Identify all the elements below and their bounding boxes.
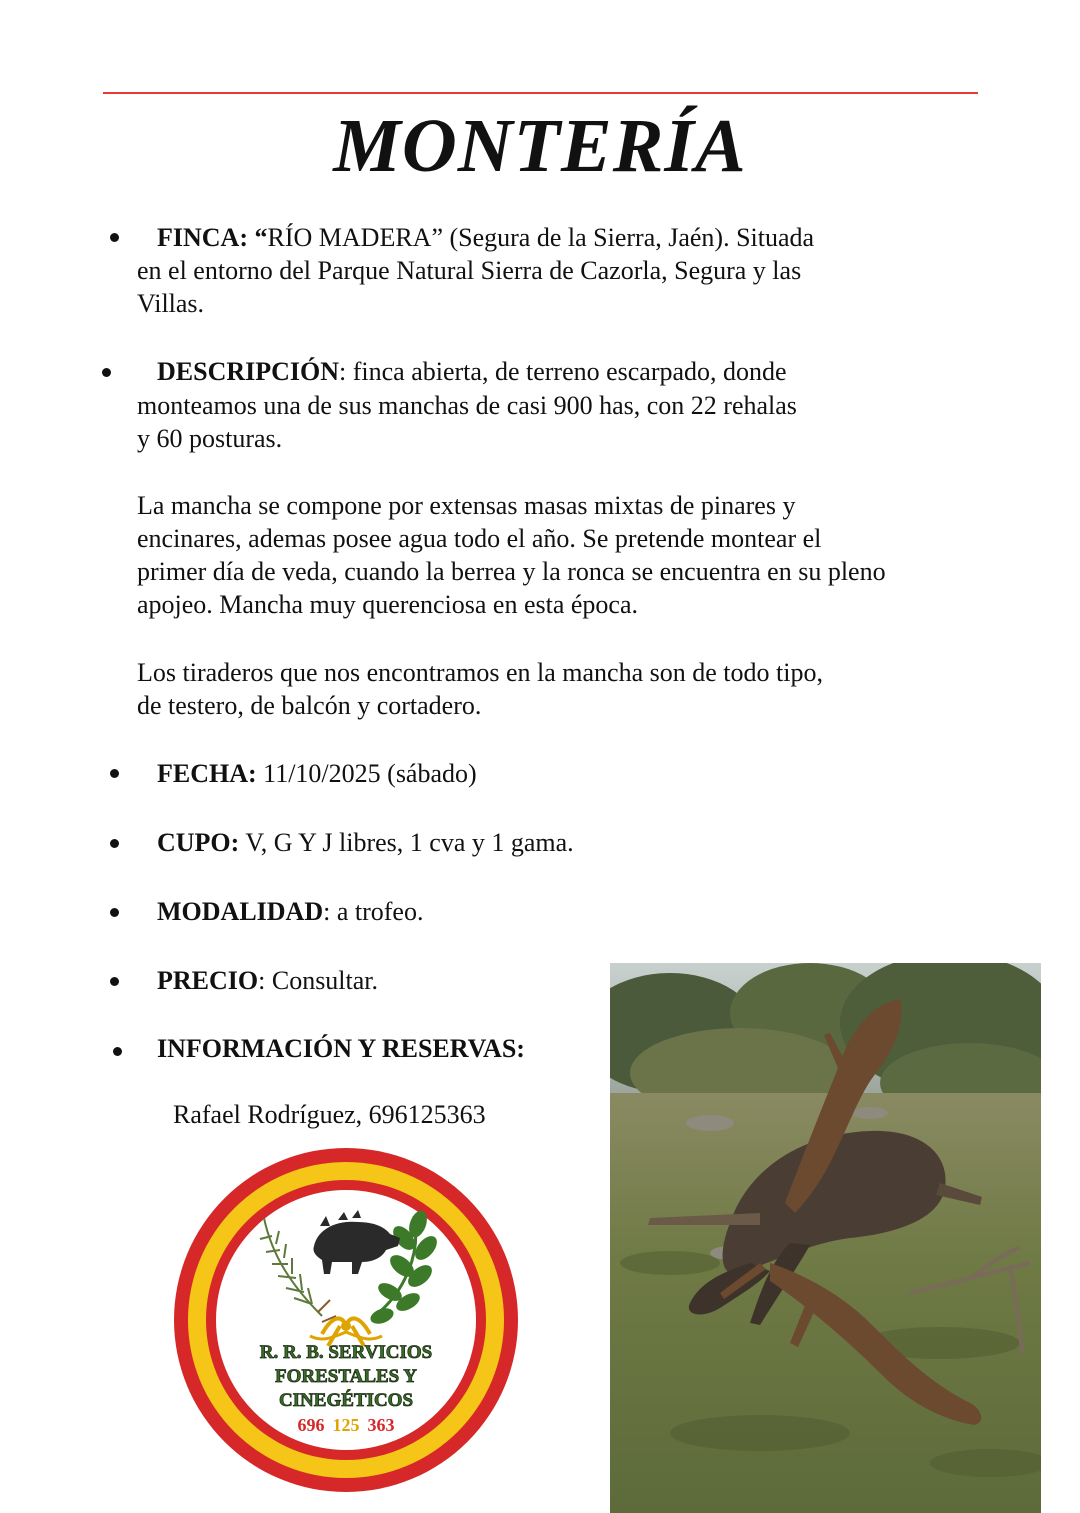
finca-name: RÍO MADERA	[267, 223, 432, 252]
rrb-logo	[172, 1146, 520, 1494]
logo-line2: FORESTALES Y	[274, 1366, 418, 1387]
descripcion-line3: y 60 posturas.	[137, 424, 283, 453]
paragraph1-line: primer día de veda, cuando la berrea y la ronca se encuentra en su pleno	[137, 557, 886, 586]
precio-line	[157, 964, 378, 997]
fecha-line	[157, 757, 477, 790]
deer-trophy-photo	[610, 963, 1041, 1513]
paragraph2-line: Los tiraderos que nos encontramos en la mancha son de todo tipo,	[137, 658, 823, 687]
paragraph2-line: de testero, de balcón y cortadero.	[137, 691, 482, 720]
contact-line: Rafael Rodríguez, 696125363	[173, 1100, 486, 1129]
bullet	[102, 368, 111, 377]
deer-scene	[610, 963, 1041, 1513]
info-label: INFORMACIÓN Y RESERVAS:	[157, 1034, 525, 1063]
finca-line1: FINCA: “RÍO MADERA” (Segura de la Sierra, Jaén). Situada	[157, 223, 815, 252]
modalidad-line	[157, 895, 423, 928]
top-red-rule	[103, 92, 978, 94]
paragraph1-line: apojeo. Mancha muy querenciosa en esta época.	[137, 590, 639, 619]
bullet	[110, 233, 119, 242]
info-line	[157, 1032, 525, 1065]
paragraph1-line: La mancha se compone por extensas masas mixtas de pinares y	[137, 491, 796, 520]
bullet	[110, 908, 119, 917]
cupo-value: V, G Y J libres, 1 cva y 1 gama.	[239, 828, 574, 857]
precio-value: : Consultar.	[258, 966, 379, 995]
logo-line1: R. R. B. SERVICIOS	[259, 1342, 433, 1363]
bullet	[110, 769, 119, 778]
finca-line3: Villas.	[137, 289, 205, 318]
paragraph1-line: encinares, ademas posee agua todo el año. Se pretende montear el	[137, 524, 822, 553]
fecha-label: FECHA:	[157, 759, 257, 788]
modalidad-label: MODALIDAD	[157, 897, 324, 926]
finca-line2: en el entorno del Parque Natural Sierra de Cazorla, Segura y las	[137, 256, 802, 285]
descripcion-line2: monteamos una de sus manchas de casi 900 has, con 22 rehalas	[137, 391, 797, 420]
page-title: MONTERÍA	[333, 104, 747, 188]
precio-label: PRECIO	[157, 966, 259, 995]
ribbon-knot	[341, 1321, 351, 1331]
bullet	[110, 977, 119, 986]
bullet	[110, 839, 119, 848]
bullet	[113, 1047, 122, 1056]
logo-phone: 696 125 363	[297, 1415, 395, 1435]
fecha-value: 11/10/2025 (sábado)	[256, 759, 477, 788]
finca-label: FINCA:	[157, 223, 248, 252]
descripcion-line1: DESCRIPCIÓN: finca abierta, de terreno escarpado, donde	[157, 357, 787, 386]
cupo-line	[157, 826, 574, 859]
modalidad-value: : a trofeo.	[323, 897, 424, 926]
logo-line3: CINEGÉTICOS	[278, 1390, 414, 1411]
cupo-label: CUPO:	[157, 828, 240, 857]
descripcion-label: DESCRIPCIÓN	[157, 357, 340, 386]
